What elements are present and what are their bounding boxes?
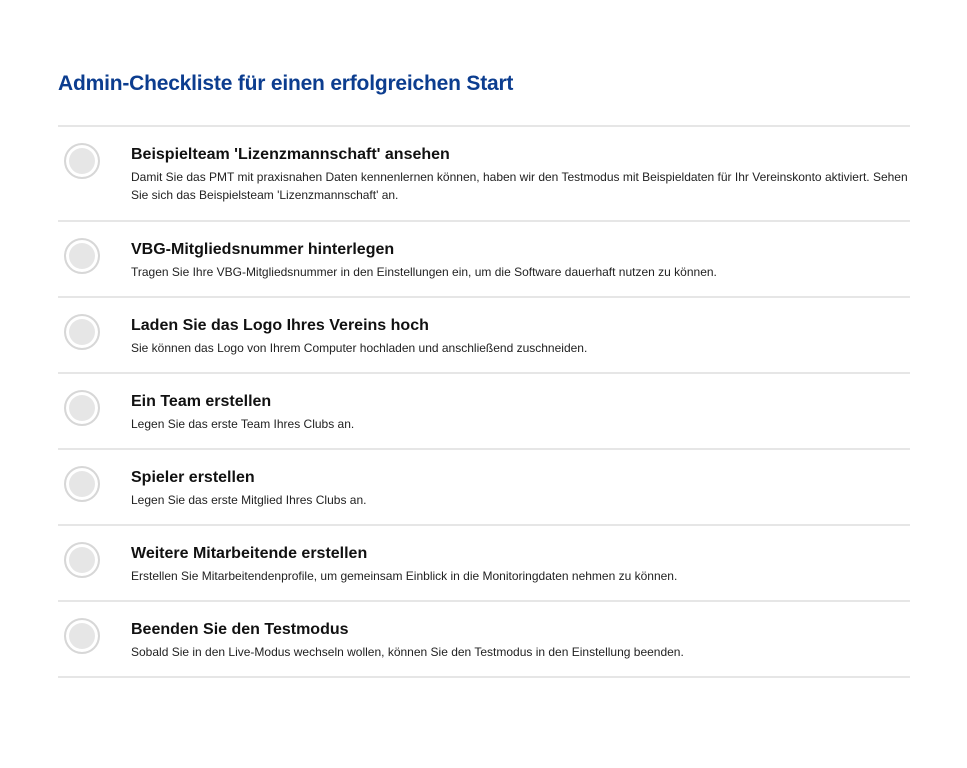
checkbox-circle-icon[interactable] (64, 542, 100, 578)
checkbox-circle-icon[interactable] (64, 466, 100, 502)
checklist-item-title: VBG-Mitgliedsnummer hinterlegen (131, 241, 395, 258)
checklist-item-title: Weitere Mitarbeitende erstellen (131, 545, 368, 562)
checklist-item-description: Erstellen Sie Mitarbeitendenprofile, um gemeinsam Einblick in die Monitoringdaten nehmen zu können. (131, 569, 678, 583)
checkbox-circle-icon[interactable] (64, 143, 100, 179)
page-title: Admin-Checkliste für einen erfolgreichen Start (58, 72, 514, 95)
checklist-item-example-team[interactable] (58, 127, 910, 222)
checkbox-circle-icon[interactable] (64, 238, 100, 274)
checklist-item-description: Sie können das Logo von Ihrem Computer hochladen und anschließend zuschneiden. (131, 341, 588, 355)
checklist-item-title: Beispielteam 'Lizenzmannschaft' ansehen (131, 146, 450, 163)
checklist-item-title: Beenden Sie den Testmodus (131, 621, 349, 638)
checkbox-circle-icon[interactable] (64, 390, 100, 426)
checklist-item-upload-logo[interactable] (58, 298, 910, 374)
checklist-item-create-staff[interactable] (58, 526, 910, 602)
checklist-item-end-test-mode[interactable] (58, 602, 910, 678)
checklist (58, 125, 910, 678)
checklist-item-title: Spieler erstellen (131, 469, 255, 486)
checklist-item-create-player[interactable] (58, 450, 910, 526)
checklist-item-title: Ein Team erstellen (131, 393, 272, 410)
checklist-item-description: Tragen Sie Ihre VBG-Mitgliedsnummer in den Einstellungen ein, um die Software dauerhaft nutzen zu können. (131, 265, 717, 279)
checkbox-circle-icon[interactable] (64, 618, 100, 654)
checklist-item-description: Sobald Sie in den Live-Modus wechseln wollen, können Sie den Testmodus in den Einstellung beenden. (131, 645, 684, 659)
checklist-item-description: Damit Sie das PMT mit praxisnahen Daten kennenlernen können, haben wir den Testmodus mit Beispieldaten für Ihr Vereinskonto aktiviert. Sehen Sie sich das Beispielsteam 'Lizenzmannschaft' an. (131, 170, 908, 202)
checklist-item-description: Legen Sie das erste Team Ihres Clubs an. (131, 417, 355, 431)
checklist-item-description: Legen Sie das erste Mitglied Ihres Clubs an. (131, 493, 367, 507)
checklist-item-vbg-number[interactable] (58, 222, 910, 298)
checklist-item-title: Laden Sie das Logo Ihres Vereins hoch (131, 317, 429, 334)
checklist-item-create-team[interactable] (58, 374, 910, 450)
checkbox-circle-icon[interactable] (64, 314, 100, 350)
